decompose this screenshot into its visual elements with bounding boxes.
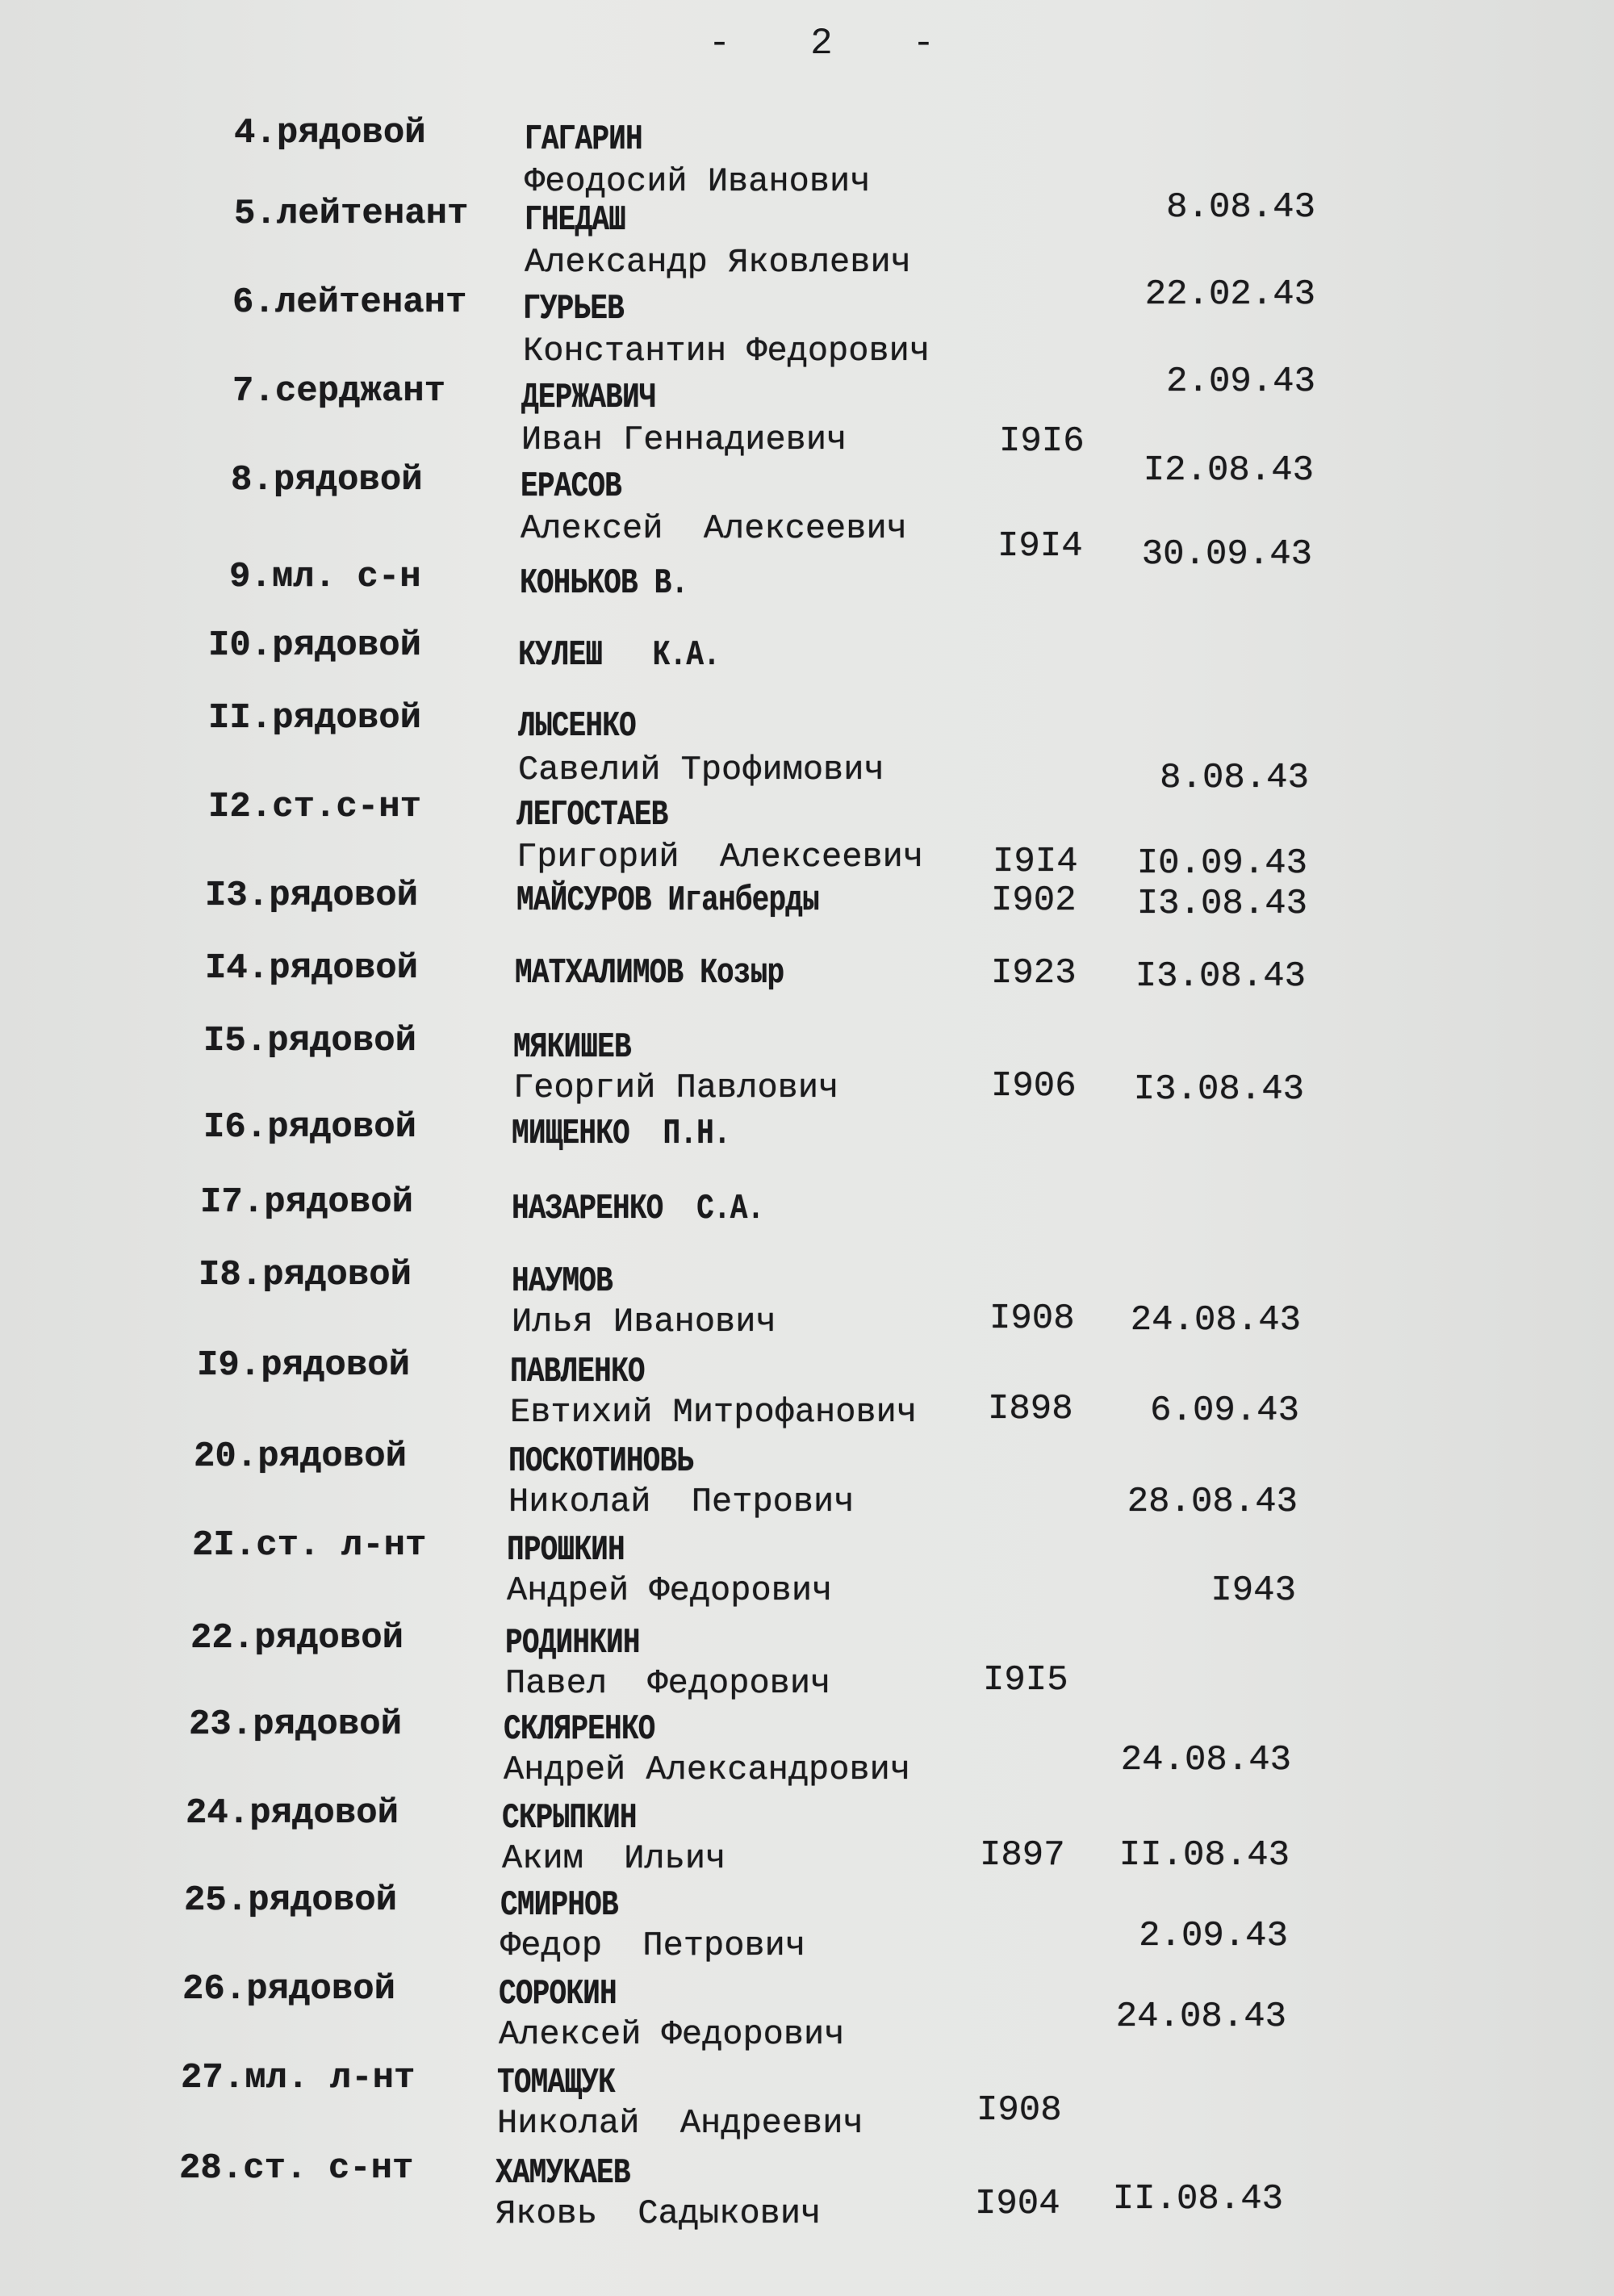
list-item [0,2058,1614,2147]
given-name: Федор Петрович [500,1926,806,1965]
birth-year: I9I6 [999,421,1085,462]
list-item [0,1525,1614,1614]
birth-year: I906 [991,1066,1077,1106]
rank: 9.мл. с-н [229,557,421,597]
surname: МАЙСУРОВ Иганберды [516,880,819,921]
rank: 27.мл. л-нт [181,2058,416,2098]
list-item [0,460,1614,575]
surname: ГНЕДАШ [525,200,625,240]
date: 28.08.43 [1127,1482,1298,1522]
rank: 7.серджант [232,371,446,412]
date: I0.09.43 [1136,843,1307,884]
surname: ЛЫСЕНКО [518,706,636,747]
rank: I6.рядовой [203,1107,417,1148]
rank: 24.рядовой [186,1793,399,1834]
rank: I3.рядовой [205,876,419,916]
given-name: Павел Федорович [505,1664,831,1703]
birth-year: I897 [980,1835,1065,1876]
date: I2.08.43 [1143,450,1314,491]
list-item [0,1969,1614,2058]
list-item [0,698,1614,798]
rank: I4.рядовой [205,948,419,989]
birth-year: I904 [975,2184,1060,2224]
birth-year: I9I5 [983,1660,1068,1700]
date: 8.08.43 [1166,187,1315,228]
date: 24.08.43 [1115,1997,1286,2037]
surname: КОНЬКОВ В. [520,563,688,604]
rank: 20.рядовой [194,1437,408,1477]
given-name: Яковь Садыкович [495,2194,822,2233]
surname: ПАВЛЕНКО [510,1352,645,1392]
surname: МИЩЕНКО П.Н. [512,1114,730,1154]
given-name: Аким Ильич [502,1839,726,1878]
given-name: Евтихий Митрофанович [510,1393,918,1432]
list-item [0,2148,1614,2237]
date: 2.09.43 [1139,1916,1288,1956]
given-name: Георгий Павлович [513,1069,839,1107]
rank: 5.лейтенант [234,194,469,234]
surname: МЯКИШЕВ [513,1027,631,1068]
birth-year: I923 [991,953,1077,993]
given-name: Константин Федорович [523,332,930,370]
date: 24.08.43 [1120,1740,1291,1780]
date: I943 [1210,1570,1296,1611]
date: 24.08.43 [1130,1300,1301,1340]
list-item [0,1880,1614,1969]
date: I3.08.43 [1133,1069,1304,1110]
date: 2.09.43 [1166,362,1315,402]
given-name: Иван Геннадиевич [521,420,847,459]
rank: 6.лейтенант [232,282,467,323]
surname: ТОМАЩУК [497,2063,615,2103]
given-name: Григорий Алексеевич [516,838,924,876]
birth-year: I902 [991,880,1077,921]
surname: КУЛЕШ К.А. [518,635,720,675]
surname: НАЗАРЕНКО С.А. [512,1189,764,1229]
rank: I9.рядовой [197,1345,411,1386]
birth-year: I908 [976,2090,1062,2131]
list-item [0,1345,1614,1434]
given-name: Илья Иванович [512,1303,776,1341]
surname: СКЛЯРЕНКО [504,1709,655,1750]
surname: ПРОШКИН [507,1530,625,1570]
rank: 2I.ст. л-нт [192,1525,427,1566]
given-name: Феодосий Иванович [525,162,871,201]
surname: ГУРЬЕВ [523,289,624,329]
birth-year: I908 [989,1299,1075,1339]
date: 22.02.43 [1144,274,1315,315]
given-name: Алексей Алексеевич [521,509,907,548]
list-item [0,1255,1614,1344]
list-item [0,1618,1614,1707]
page-number: - 2 - [708,23,939,65]
rank: 8.рядовой [231,460,423,500]
given-name: Александр Яковлевич [525,243,911,282]
surname: ЛЕГОСТАЕВ [516,795,668,835]
surname: СОРОКИН [499,1974,617,2014]
date: I3.08.43 [1136,884,1307,924]
list-item [0,1021,1614,1110]
rank: 28.ст. с-нт [179,2148,414,2189]
rank: II.рядовой [208,698,422,738]
surname: НАУМОВ [512,1261,613,1302]
rank: 22.рядовой [190,1618,404,1658]
surname: ГАГАРИН [525,119,642,160]
surname: РОДИНКИН [505,1623,640,1663]
list-item [0,1437,1614,1525]
given-name: Андрей Александрович [504,1750,911,1789]
date: 8.08.43 [1160,758,1309,798]
rank: 26.рядовой [182,1969,396,2010]
rank: I0.рядовой [208,625,422,666]
surname: СМИРНОВ [500,1885,618,1926]
list-item [0,787,1614,884]
list-item [0,1793,1614,1882]
date: II.08.43 [1119,1835,1290,1876]
surname: ПОСКОТИНОВЬ [508,1441,694,1482]
rank: I5.рядовой [203,1021,417,1061]
given-name: Николай Андреевич [497,2104,863,2143]
rank: I7.рядовой [200,1182,414,1223]
given-name: Алексей Федорович [499,2015,845,2054]
given-name: Савелий Трофимович [518,751,884,789]
birth-year: I9I4 [993,842,1078,882]
surname: СКРЫПКИН [502,1798,637,1838]
list-item [0,1704,1614,1793]
date: I3.08.43 [1135,956,1306,997]
rank: 25.рядовой [184,1880,398,1921]
surname: ЕРАСОВ [521,466,621,507]
date: 30.09.43 [1141,534,1312,575]
rank: I2.ст.с-нт [208,787,422,827]
given-name: Николай Петрович [508,1483,855,1521]
rank: I8.рядовой [199,1255,412,1295]
given-name: Андрей Федорович [507,1571,833,1610]
birth-year: I898 [988,1389,1073,1429]
rank: 4.рядовой [234,113,426,153]
surname: ДЕРЖАВИЧ [521,378,656,418]
surname: ХАМУКАЕВ [495,2153,630,2194]
date: II.08.43 [1112,2179,1283,2219]
rank: 23.рядовой [189,1704,403,1745]
surname: МАТХАЛИМОВ Козыр [515,953,784,993]
birth-year: I9I4 [997,526,1083,567]
date: 6.09.43 [1150,1391,1299,1431]
